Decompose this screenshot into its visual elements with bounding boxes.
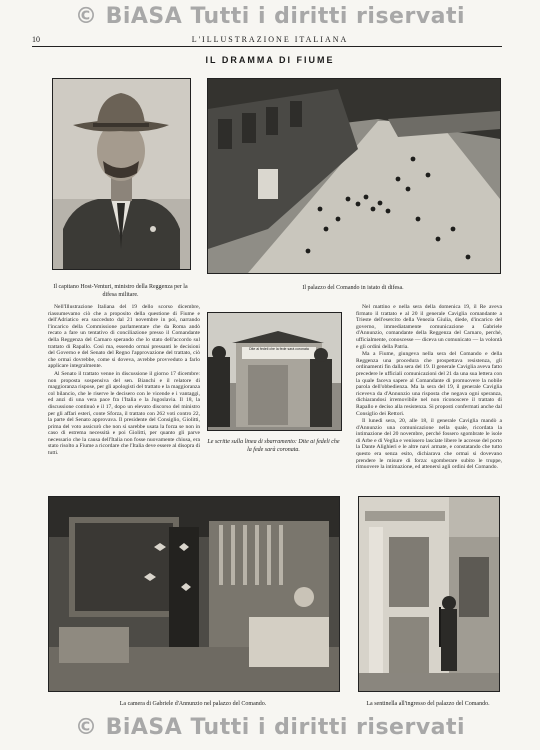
watermark-bottom: © BiASA Tutti i diritti riservati [74,715,466,740]
right-paragraph-1: Nel mattino e nella sera della domenica 19, il Re aveva firmato il trattato e al 20 il generale Caviglia comandante a Trieste dell'esercito della Venezia Giulia, diede, d'incarico del governo, immediatamente comunicazione a Gabriele d'Annunzio, comandante della Reggenza del Carnaro, perché, ufficialmente, conoscesse — diceva un comunicato — la volontà e gli ordini della Patria. [356,304,502,350]
page-number: 10 [32,35,40,44]
sentry-caption: La sentinella all'ingresso del palazzo del Comando. [366,701,490,707]
guard-post-photo [207,312,342,431]
article-title: IL DRAMMA DI FIUME [205,55,335,65]
article-column-left [48,304,200,486]
left-paragraph-1: Nell'Illustrazione Italiana del 19 dello scorso dicembre, riassumevamo ciò che a proposito della questione di Fiume e dell'Adriatico era succeduto dal 21 novembre in poi, narrando l'incarico della Commissione parlamentare che da Roma andò recato a fare un tentativo di conciliazione presso il Comandante della Reggenza del Carnaro sperando che lo stato dell'accordo sul trattato di Rapallo. Così ma, essendo ormai pressanti le decisioni del Governo e del Senato del Regno l'approvazione del trattato, ciò che ormai dovrebbe, come si doveva, avrebbe provveduto a farlo applicare integralmente. [48,304,200,370]
barricade-sign-text: Dite ai fedeli che la fede sarà coronata [249,347,309,351]
left-paragraph-2: Al Senato il trattato venne in discussione il giorno 17 dicembre: non proposta sospensiva del sen. Bianchi e il relatore di maggioranza rispose, per gli apologisti del trattato e la maggioranza col bilancio, che le riserve le decisero con le vicende e i vantaggi, ed anzi di una vera pace fra l'Italia e la Jugoslavia. Il 18, la discussione continuò e il 17, dopo un elevato discorso del ministro per gli affari esteri, conte Sforza, il trattato con 262 voti contro 22, la parte del Senato approvava. Il presidente del Consiglio, Giolitti, prima del voto assicurò che non si sarebbe usata la forza se non in caso di estrema necessità e poi Giolitti, per quanto gli parve necessario che la causa dell'Italia non fosse nuovamente chiusa, era stato risolto a Fiume a ricordare che l'Italia deve essere al disopra di tutti. [48,370,200,457]
room-photo [48,496,340,692]
article-column-right [356,304,502,486]
sentry-photo [358,496,500,692]
watermark-top: © BiASA Tutti i diritti riservati [74,4,466,29]
running-head: L'ILLUSTRAZIONE ITALIANA [191,35,349,44]
palace-street-caption: Il palazzo del Comando in istato di difesa. [302,285,404,291]
guard-post-caption: Le scritte sulla linea di sbarramento: Dite ai fedeli che la fede sarà coronata. [207,439,340,453]
header-rule [32,46,502,47]
right-paragraph-3: Il lunedì sera, 20, alle 18, il generale Caviglia mandò a d'Annunzio una comunicazione nella quale, ricordata la intimazione del 20 novembre, perché fossero sgombrate le isole di Arbe e di Veglia e venissero lasciate libere le accesse del porto la Dante Alighieri e le altre navi armate, e constatando che tutto questo era senza esito, dichiarava che ormai si dovevano prendere le misure di forza: sgomberare subito le truppe, rimuovere la intimazione, ed attenersi agli ordini del Comando. [356,418,502,471]
palace-street-photo [207,78,501,274]
right-paragraph-2: Ma a Fiume, giungeva nella sera del Comando e della Reggenza una procedura che prospettava resistenza, gli ordinamenti fin dalla sera del 19. Il generale Caviglia aveva fatto precedere le ufficiali comunicazioni del 21 da una sua lettera con la quale faceva sapere al Comandante di promuovere la nobile parola dell'obbedienza. Ma la sera del 19, il generale Caviglia riceveva da d'Annunzio una risposta che negava ogni speranza, dichiarandosi irremovibile nel non riconoscere il trattato di Rapallo e deciso alla resistenza. Si proposti confermati anche dal Consiglio dei Rettori. [356,351,502,417]
portrait-photo [52,78,191,270]
portrait-caption: Il capitano Host-Venturi, ministro della Reggenza per la difesa militare. [53,284,188,298]
room-caption: La camera di Gabriele d'Annunzio nel palazzo del Comando. [119,701,267,707]
